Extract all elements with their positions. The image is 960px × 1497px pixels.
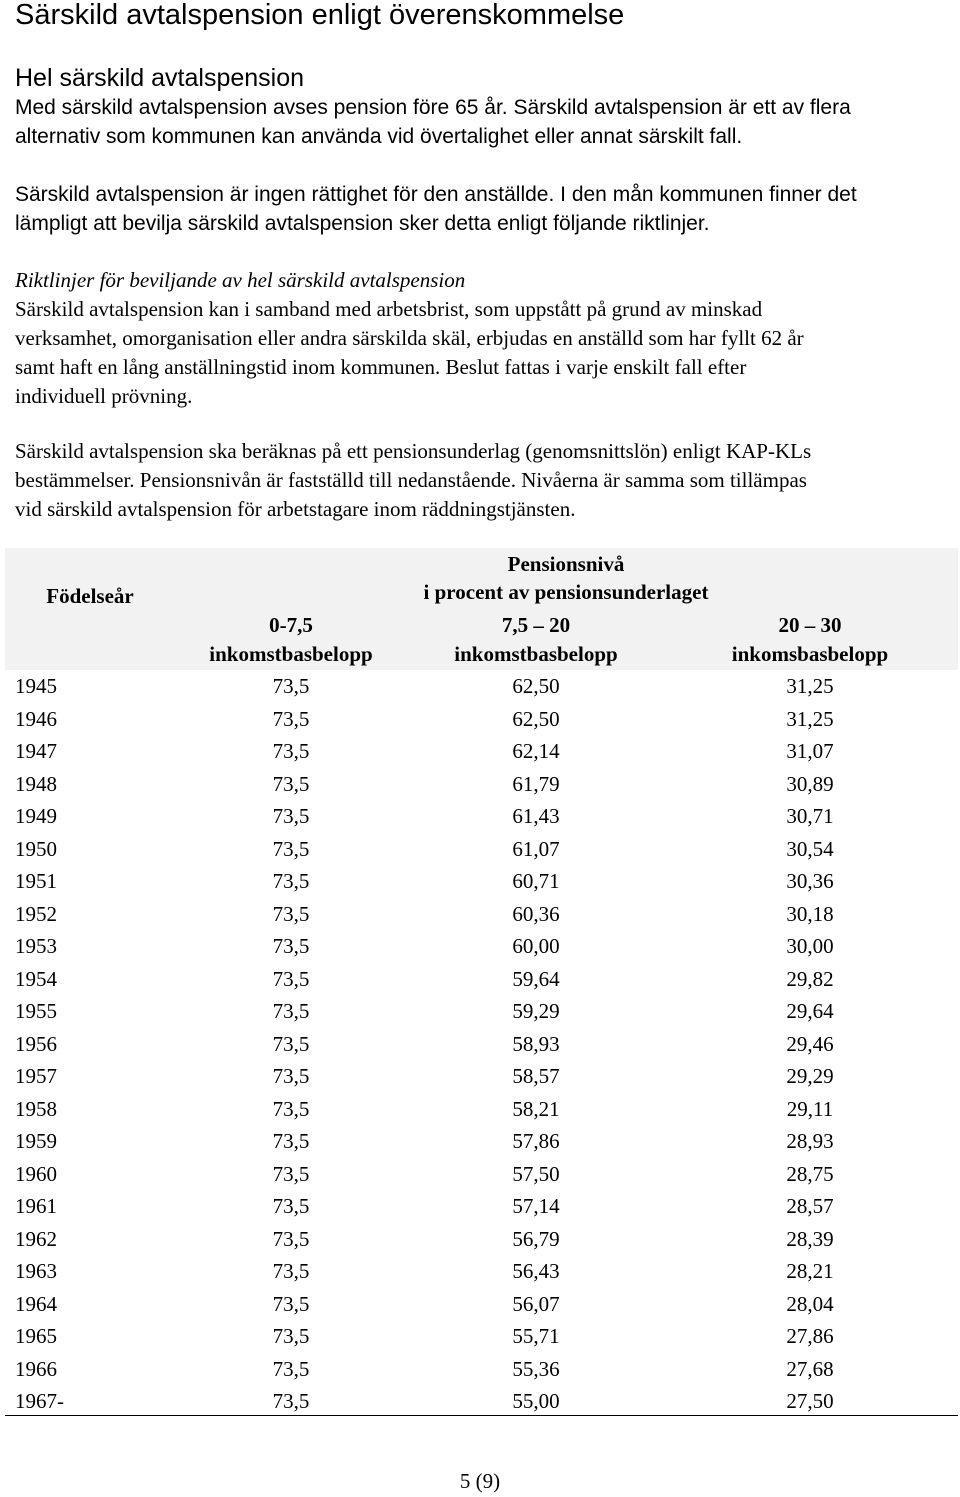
- cell-level-0-7-5: 73,5: [272, 1259, 310, 1283]
- table-row: [0, 930, 960, 963]
- cell-level-0-7-5: 73,5: [272, 1129, 310, 1153]
- cell-birth-year: 1948: [15, 771, 57, 796]
- cell-level-20-30: 30,18: [786, 901, 834, 926]
- header-col2-unit: inkomstbasbelopp: [454, 642, 618, 666]
- cell-birth-year: 1961: [15, 1194, 57, 1218]
- table-row: [0, 963, 960, 996]
- cell-level-20-30: 27,68: [786, 1356, 834, 1381]
- table-row: [0, 670, 960, 703]
- table-row: [0, 1190, 960, 1223]
- cell-level-20-30: 30,89: [786, 771, 834, 796]
- table-row: [0, 703, 960, 736]
- header-birth-year: Födelseår: [46, 584, 134, 608]
- cell-level-7-5-20: 62,14: [512, 739, 560, 763]
- cell-birth-year: 1947: [15, 739, 57, 763]
- table-row: [0, 735, 960, 768]
- cell-level-0-7-5: 73,5: [272, 1161, 310, 1186]
- cell-level-20-30: 31,25: [786, 706, 834, 731]
- cell-level-20-30: 30,71: [786, 804, 834, 828]
- cell-level-7-5-20: 59,29: [512, 999, 560, 1023]
- cell-birth-year: 1959: [15, 1129, 57, 1153]
- cell-level-20-30: 28,21: [786, 1259, 834, 1283]
- calculation-line: bestämmelser. Pensionsnivån är fastställd till nedanstående. Nivåerna är samma som tillämpas: [15, 468, 807, 492]
- cell-level-0-7-5: 73,5: [272, 869, 310, 893]
- cell-birth-year: 1955: [15, 999, 57, 1023]
- table-row: [0, 1060, 960, 1093]
- cell-level-7-5-20: 62,50: [512, 706, 560, 731]
- calculation-paragraph: [15, 437, 955, 524]
- cell-level-0-7-5: 73,5: [272, 999, 310, 1023]
- table-body: [0, 670, 960, 1418]
- cell-level-20-30: 29,82: [786, 966, 834, 991]
- cell-level-20-30: 28,39: [786, 1226, 834, 1251]
- calculation-line: Särskild avtalspension ska beräknas på ett pensionsunderlag (genomsnittslön) enligt KAP-KLs: [15, 439, 812, 463]
- cell-level-7-5-20: 57,14: [512, 1194, 560, 1218]
- cell-level-7-5-20: 55,36: [512, 1356, 560, 1381]
- intro-line: Med särskild avtalspension avses pension före 65 år. Särskild avtalspension är ett av flera: [15, 96, 851, 119]
- table-row: [0, 1353, 960, 1386]
- cell-birth-year: 1963: [15, 1259, 57, 1283]
- cell-level-7-5-20: 58,93: [512, 1031, 560, 1056]
- table-row: [0, 1385, 960, 1418]
- cell-level-20-30: 30,36: [786, 869, 834, 893]
- table-row: [0, 1320, 960, 1353]
- cell-level-0-7-5: 73,5: [272, 674, 310, 698]
- table-row: [0, 1255, 960, 1288]
- right-paragraph: [15, 180, 955, 238]
- cell-level-20-30: 29,64: [786, 999, 834, 1023]
- cell-level-0-7-5: 73,5: [272, 771, 310, 796]
- cell-birth-year: 1962: [15, 1226, 57, 1251]
- cell-level-7-5-20: 57,50: [512, 1161, 560, 1186]
- cell-level-7-5-20: 60,71: [512, 869, 560, 893]
- cell-level-0-7-5: 73,5: [272, 1096, 310, 1121]
- cell-birth-year: 1958: [15, 1096, 57, 1121]
- cell-birth-year: 1951: [15, 869, 57, 893]
- table-row: [0, 1125, 960, 1158]
- header-group-title: Pensionsnivå: [507, 552, 625, 576]
- table-row: [0, 833, 960, 866]
- cell-level-0-7-5: 73,5: [272, 739, 310, 763]
- cell-level-7-5-20: 56,79: [512, 1226, 560, 1251]
- header-col1-unit: inkomstbasbelopp: [209, 642, 373, 666]
- cell-level-20-30: 31,07: [786, 739, 834, 763]
- header-col3: 20 – 30: [778, 613, 842, 637]
- guidelines-line: Särskild avtalspension kan i samband med arbetsbrist, som uppstått på grund av minskad: [15, 297, 763, 321]
- cell-level-7-5-20: 56,07: [512, 1291, 560, 1316]
- page-number: 5 (9): [459, 1469, 501, 1493]
- table-row: [0, 1223, 960, 1256]
- cell-level-7-5-20: 56,43: [512, 1259, 560, 1283]
- cell-birth-year: 1965: [15, 1324, 57, 1348]
- cell-birth-year: 1946: [15, 706, 57, 731]
- cell-level-0-7-5: 73,5: [272, 1356, 310, 1381]
- cell-level-0-7-5: 73,5: [272, 1389, 310, 1413]
- cell-level-0-7-5: 73,5: [272, 1064, 310, 1088]
- table-row: [0, 1158, 960, 1191]
- cell-birth-year: 1957: [15, 1064, 57, 1088]
- cell-level-0-7-5: 73,5: [272, 1031, 310, 1056]
- cell-level-0-7-5: 73,5: [272, 804, 310, 828]
- cell-level-20-30: 28,75: [786, 1161, 834, 1186]
- cell-birth-year: 1950: [15, 836, 57, 861]
- table-row: [0, 768, 960, 801]
- cell-birth-year: 1966: [15, 1356, 57, 1381]
- guidelines-paragraph: [15, 266, 955, 411]
- cell-level-7-5-20: 61,07: [512, 836, 560, 861]
- calculation-line: vid särskild avtalspension för arbetstagare inom räddningstjänsten.: [15, 497, 576, 521]
- cell-level-0-7-5: 73,5: [272, 1226, 310, 1251]
- cell-birth-year: 1964: [15, 1291, 57, 1316]
- table-row: [0, 995, 960, 1028]
- cell-birth-year: 1952: [15, 901, 57, 926]
- cell-level-7-5-20: 59,64: [512, 966, 560, 991]
- table-bottom-rule: [5, 1415, 958, 1416]
- cell-level-0-7-5: 73,5: [272, 934, 310, 958]
- guidelines-line: samt haft en lång anställningstid inom kommunen. Beslut fattas i varje enskilt fall efter: [15, 355, 747, 379]
- cell-birth-year: 1949: [15, 804, 57, 828]
- cell-level-20-30: 29,29: [786, 1064, 834, 1088]
- section-heading: Hel särskild avtalspension: [15, 64, 305, 92]
- guidelines-line: individuell prövning.: [15, 384, 193, 408]
- guidelines-line: verksamhet, omorganisation eller andra särskilda skäl, erbjudas en anställd som har fyllt 62 år: [15, 326, 804, 350]
- cell-level-20-30: 30,00: [786, 934, 834, 958]
- header-col2: 7,5 – 20: [501, 613, 571, 637]
- cell-level-20-30: 31,25: [786, 674, 834, 698]
- right-line: Särskild avtalspension är ingen rättighet för den anställde. I den mån kommunen finner det: [15, 183, 857, 206]
- cell-level-7-5-20: 61,79: [512, 771, 560, 796]
- cell-level-20-30: 29,46: [786, 1031, 834, 1056]
- cell-level-7-5-20: 62,50: [512, 674, 560, 698]
- cell-level-20-30: 28,04: [786, 1291, 834, 1316]
- intro-paragraph: [15, 93, 955, 151]
- cell-level-20-30: 28,93: [786, 1129, 834, 1153]
- table-row: [0, 1028, 960, 1061]
- cell-level-7-5-20: 60,00: [512, 934, 560, 958]
- header-col1: 0-7,5: [269, 613, 313, 637]
- cell-level-20-30: 28,57: [786, 1194, 834, 1218]
- table-row: [0, 800, 960, 833]
- page-title: Särskild avtalspension enligt överenskommelse: [15, 0, 625, 31]
- right-line: lämpligt att bevilja särskild avtalspension sker detta enligt följande riktlinjer.: [15, 212, 710, 235]
- cell-birth-year: 1956: [15, 1031, 57, 1056]
- cell-birth-year: 1945: [15, 674, 57, 698]
- cell-level-7-5-20: 55,71: [512, 1324, 560, 1348]
- cell-level-7-5-20: 57,86: [512, 1129, 560, 1153]
- cell-level-0-7-5: 73,5: [272, 1194, 310, 1218]
- header-group-subtitle: i procent av pensionsunderlaget: [423, 580, 709, 604]
- cell-level-0-7-5: 73,5: [272, 966, 310, 991]
- cell-level-20-30: 27,50: [786, 1389, 834, 1413]
- cell-level-0-7-5: 73,5: [272, 1291, 310, 1316]
- cell-level-7-5-20: 55,00: [512, 1389, 560, 1413]
- cell-level-0-7-5: 73,5: [272, 836, 310, 861]
- guidelines-title: Riktlinjer för beviljande av hel särskild avtalspension: [15, 268, 466, 292]
- cell-level-7-5-20: 60,36: [512, 901, 560, 926]
- table-row: [0, 898, 960, 931]
- cell-level-0-7-5: 73,5: [272, 901, 310, 926]
- cell-level-20-30: 27,86: [786, 1324, 834, 1348]
- cell-level-0-7-5: 73,5: [272, 1324, 310, 1348]
- cell-level-20-30: 29,11: [786, 1096, 834, 1121]
- cell-level-7-5-20: 58,21: [512, 1096, 560, 1121]
- cell-level-7-5-20: 58,57: [512, 1064, 560, 1088]
- cell-birth-year: 1953: [15, 934, 57, 958]
- table-row: [0, 1093, 960, 1126]
- cell-birth-year: 1954: [15, 966, 57, 991]
- cell-level-0-7-5: 73,5: [272, 706, 310, 731]
- cell-level-20-30: 30,54: [786, 836, 834, 861]
- table-row: [0, 1288, 960, 1321]
- table-row: [0, 865, 960, 898]
- cell-level-7-5-20: 61,43: [512, 804, 560, 828]
- intro-line: alternativ som kommunen kan använda vid övertalighet eller annat särskilt fall.: [15, 125, 743, 148]
- cell-birth-year: 1960: [15, 1161, 57, 1186]
- cell-birth-year: 1967-: [15, 1389, 64, 1413]
- header-col3-unit: inkomsbasbelopp: [731, 642, 889, 666]
